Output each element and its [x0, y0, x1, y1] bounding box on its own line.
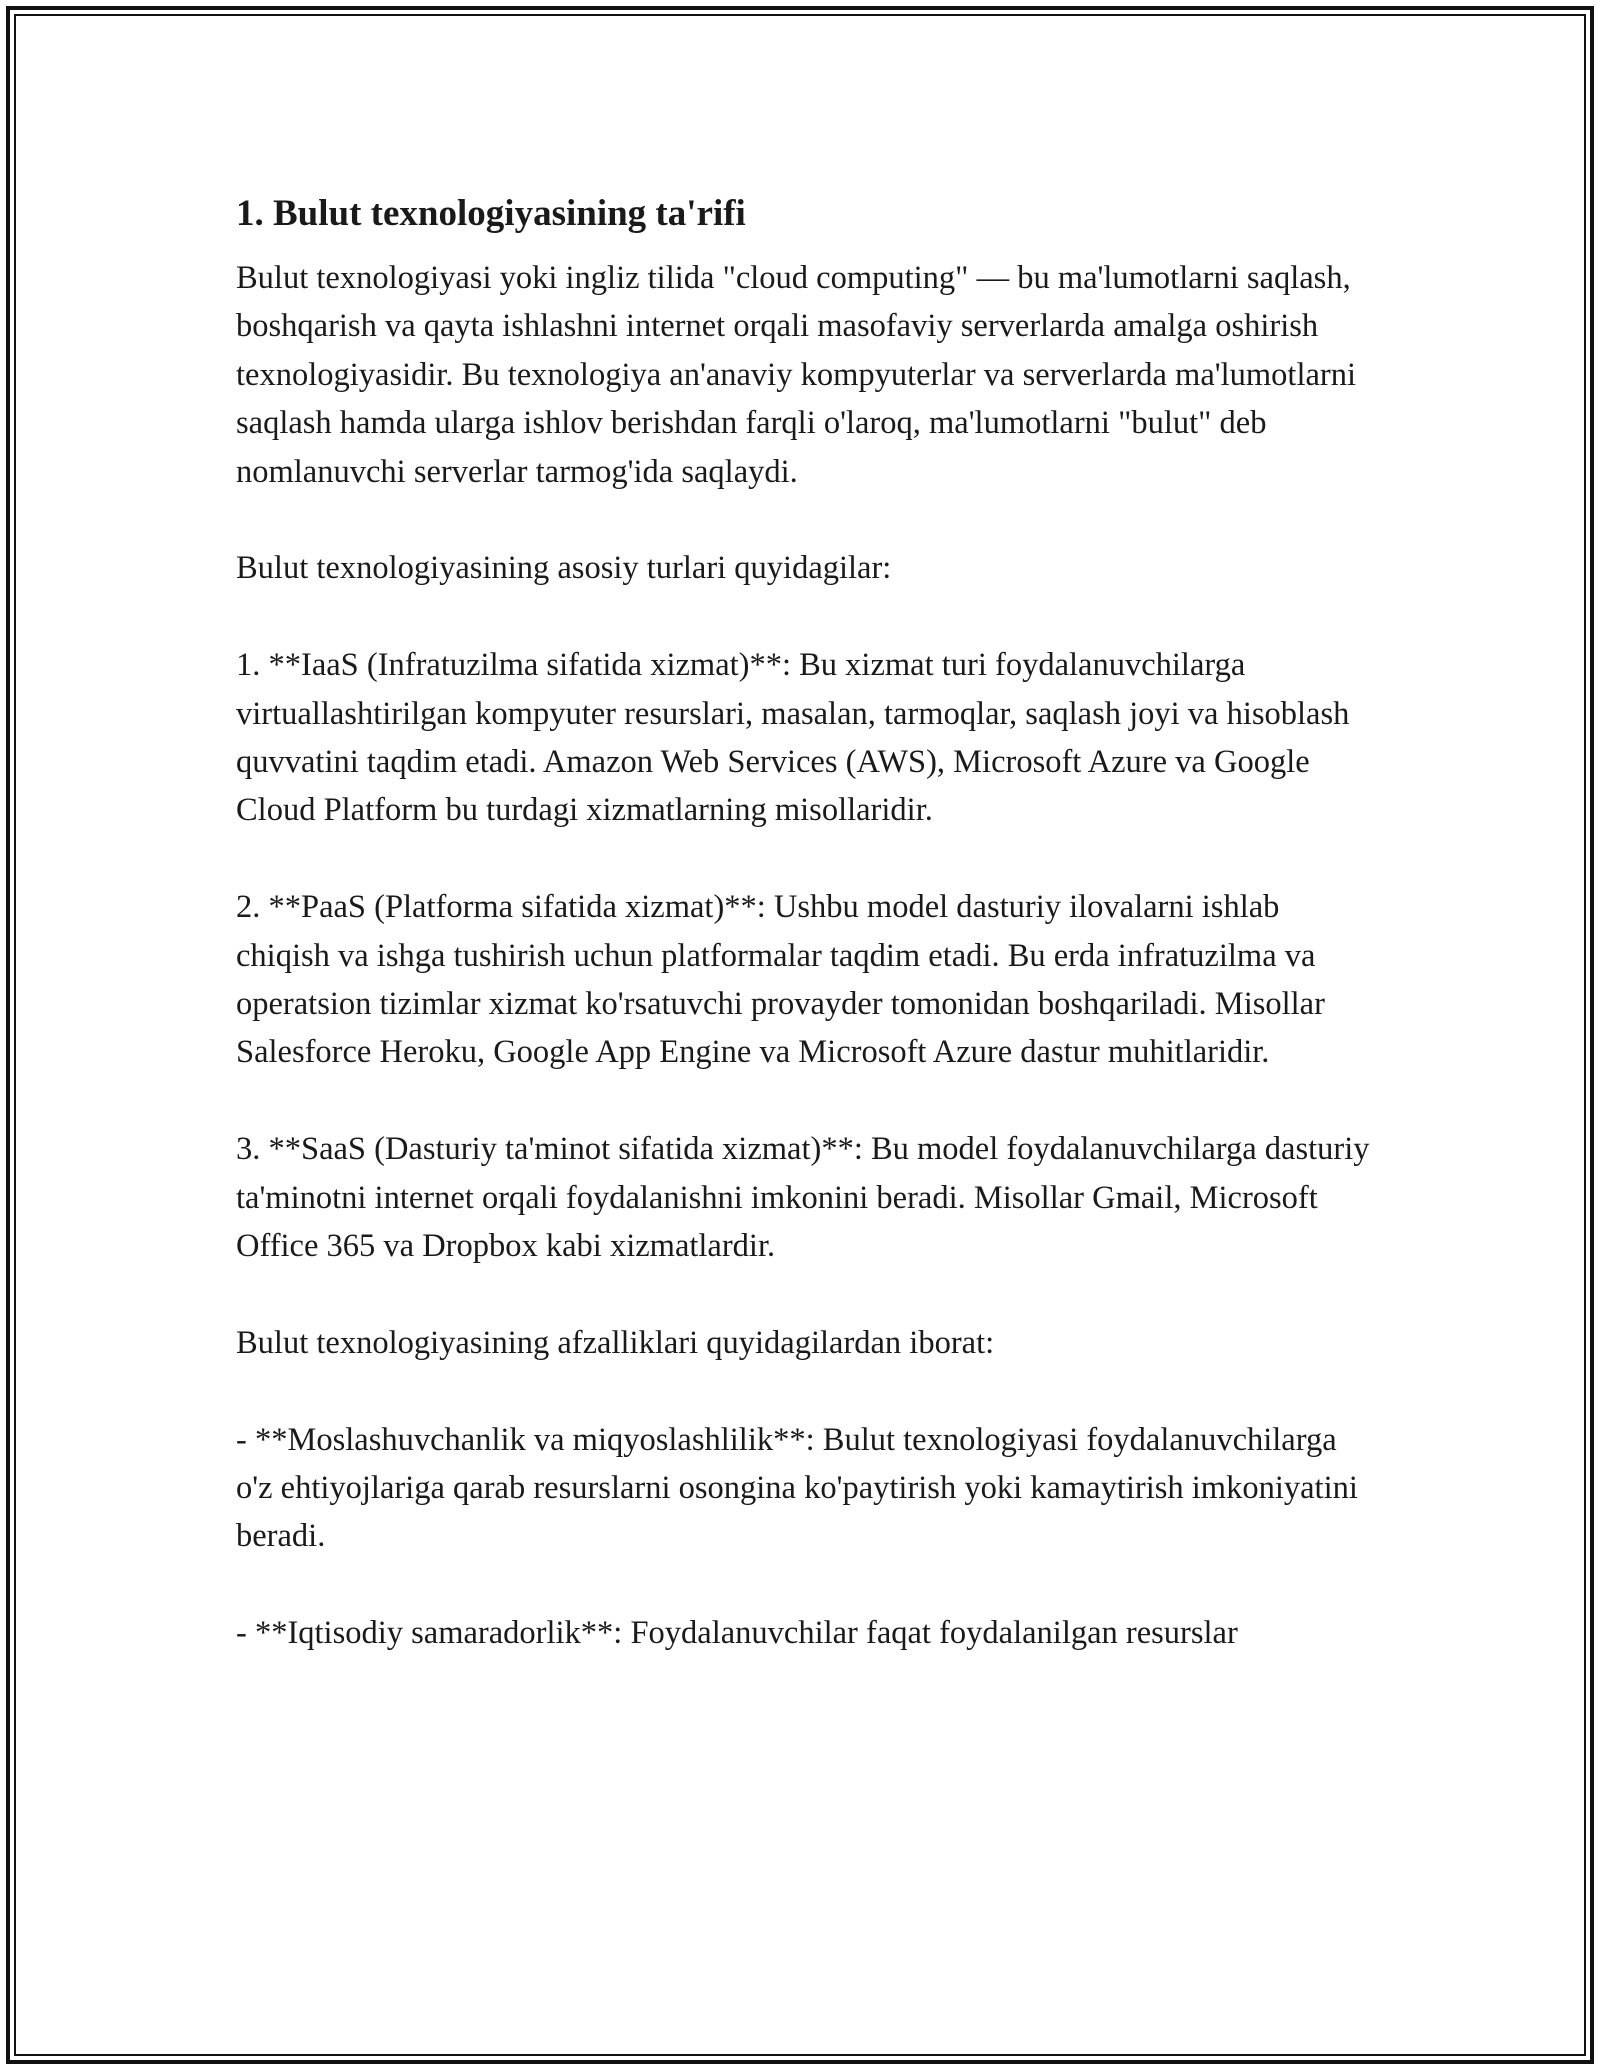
paragraph-definition: Bulut texnologiyasi yoki ingliz tilida "cloud computing" — bu ma'lumotlarni saqlash, boshqarish va qayta ishlashni internet orqali masofaviy serverlarda amalga oshirish texnologiyasidir. Bu texnologiya an'anaviy kompyuterlar va serverlarda ma'lumotlarni saqlash hamda ularga ishlov berishdan farqli o'laroq, ma'lumotlarni "bulut" deb nomlanuvchi serverlar tarmog'ida saqlaydi.	[236, 260, 1357, 490]
paragraph-flexibility: - **Moslashuvchanlik va miqyoslashlilik**: Bulut texnologiyasi foydalanuvchilarga o'z ehtiyojlariga qarab resurslarni osongina ko'paytirish yoki kamaytirish imkoniyatini beradi.	[236, 1421, 1358, 1555]
document-body	[236, 186, 1376, 1658]
paragraph-saas: 3. **SaaS (Dasturiy ta'minot sifatida xizmat)**: Bu model foydalanuvchilarga dasturiy ta'minotni internet orqali foydalanishni imkonini beradi. Misollar Gmail, Microsoft Office 365 va Dropbox kabi xizmatlardir.	[236, 1131, 1370, 1265]
paragraph-iaas: 1. **IaaS (Infratuzilma sifatida xizmat)**: Bu xizmat turi foydalanuvchilarga virtuallashtirilgan kompyuter resurslari, masalan, tarmoqlar, saqlash joyi va hisoblash quvvatini taqdim etadi. Amazon Web Services (AWS), Microsoft Azure va Google Cloud Platform bu turdagi xizmatlarning misollaridir.	[236, 647, 1350, 829]
paragraph-economy: - **Iqtisodiy samaradorlik**: Foydalanuvchilar faqat foydalanilgan resurslar	[236, 1615, 1238, 1652]
paragraph-types-intro: Bulut texnologiyasining asosiy turlari quyidagilar:	[236, 550, 892, 587]
paragraph-paas: 2. **PaaS (Platforma sifatida xizmat)**: Ushbu model dasturiy ilovalarni ishlab chiqish va ishga tushirish uchun platformalar taqdim etadi. Bu erda infratuzilma va operatsion tizimlar xizmat ko'rsatuvchi provayder tomonidan boshqariladi. Misollar Salesforce Heroku, Google App Engine va Microsoft Azure dastur muhitlaridir.	[236, 889, 1325, 1071]
paragraph-advantages-intro: Bulut texnologiyasining afzalliklari quyidagilardan iborat:	[236, 1324, 995, 1361]
section-heading: 1. Bulut texnologiyasining ta'rifi	[236, 193, 746, 234]
